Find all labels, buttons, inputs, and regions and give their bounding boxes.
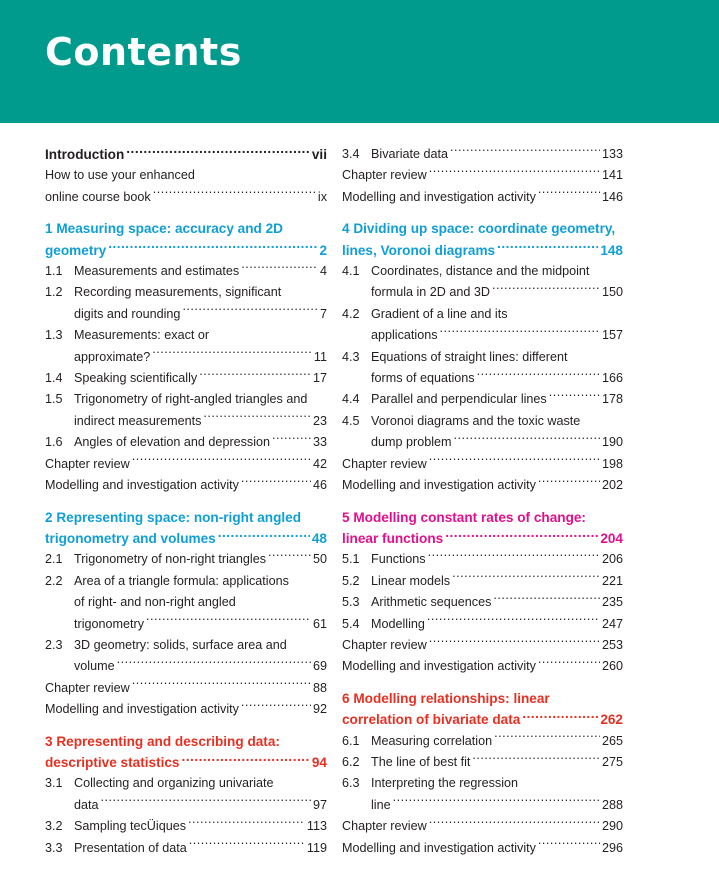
- toc-entry-4-3-cont[interactable]: forms of equations ..... 166: [342, 368, 623, 389]
- toc-entry-introduction[interactable]: Introduction ..... vii: [45, 144, 327, 165]
- toc-entry-online-line1[interactable]: How to use your enhanced: [45, 168, 195, 183]
- toc-entry-3-1[interactable]: 3.1 Collecting and organizing univariate: [45, 776, 274, 791]
- toc-entry-ch5-review[interactable]: Chapter review ..... 253: [342, 635, 623, 656]
- toc-entry-2-3[interactable]: 2.3 3D geometry: solids, surface area and: [45, 637, 287, 652]
- toc-entry-1-6[interactable]: 1.6 Angles of elevation and depression ..... 33: [45, 432, 327, 453]
- toc-entry-1-5-cont[interactable]: indirect measurements ..... 23: [45, 411, 327, 432]
- chapter-4-heading[interactable]: 4 Dividing up space: coordinate geometry, lines, Voronoi diagrams ..... 148: [342, 218, 623, 261]
- toc-entry-ch1-review[interactable]: Chapter review ..... 42: [45, 454, 327, 475]
- toc-entry-2-3-cont[interactable]: volume ..... 69: [45, 656, 327, 677]
- toc-entry-2-2[interactable]: 2.2 Area of a triangle formula: applications: [45, 573, 289, 588]
- toc-entry-5-4[interactable]: 5.4 Modelling ..... 247: [342, 614, 623, 635]
- toc-entry-1-3[interactable]: 1.3 Measurements: exact or: [45, 328, 210, 343]
- chapter-6-heading[interactable]: 6 Modelling relationships: linear correlation of bivariate data ..... 262: [342, 688, 623, 731]
- toc-entry-6-3[interactable]: 6.3 Interpreting the regression: [342, 776, 519, 791]
- chapter-2-heading[interactable]: 2 Representing space: non-right angled trigonometry and volumes ..... 48: [45, 507, 327, 550]
- toc-entry-2-1[interactable]: 2.1 Trigonometry of non-right triangles ..... 50: [45, 549, 327, 570]
- toc-entry-online-course[interactable]: online course book ..... ix: [45, 187, 327, 208]
- toc-entry-1-3-cont[interactable]: approximate? ..... 11: [45, 347, 327, 368]
- toc-entry-ch3-review[interactable]: Chapter review ..... 141: [342, 165, 623, 186]
- toc-left-column: [45, 144, 327, 859]
- toc-entry-1-2-cont[interactable]: digits and rounding ..... 7: [45, 304, 327, 325]
- toc-entry-ch1-modelling[interactable]: Modelling and investigation activity ..... 46: [45, 475, 327, 496]
- chapter-3-heading[interactable]: 3 Representing and describing data: descriptive statistics ..... 94: [45, 731, 327, 774]
- toc-entry-6-1[interactable]: 6.1 Measuring correlation ..... 265: [342, 731, 623, 752]
- toc-right-column: [342, 144, 623, 859]
- toc-entry-6-2[interactable]: 6.2 The line of best fit ..... 275: [342, 752, 623, 773]
- chapter-5-heading[interactable]: 5 Modelling constant rates of change: linear functions ..... 204: [342, 507, 623, 550]
- toc-entry-3-2[interactable]: 3.2 Sampling tecÜiques ..... 113: [45, 816, 327, 837]
- toc-entry-3-3[interactable]: 3.3 Presentation of data ..... 119: [45, 838, 327, 859]
- toc-entry-4-2[interactable]: 4.2 Gradient of a line and its: [342, 306, 508, 321]
- toc-entry-3-4[interactable]: 3.4 Bivariate data ..... 133: [342, 144, 623, 165]
- toc-entry-ch4-review[interactable]: Chapter review ..... 198: [342, 454, 623, 475]
- toc-entry-1-2[interactable]: 1.2 Recording measurements, significant: [45, 285, 282, 300]
- toc-entry-4-2-cont[interactable]: applications ..... 157: [342, 325, 623, 346]
- toc-entry-4-1-cont[interactable]: formula in 2D and 3D ..... 150: [342, 282, 623, 303]
- toc-entry-ch5-modelling[interactable]: Modelling and investigation activity ..... 260: [342, 656, 623, 677]
- toc-entry-1-1[interactable]: 1.1 Measurements and estimates ..... 4: [45, 261, 327, 282]
- page-title: Contents: [45, 30, 242, 74]
- toc-entry-5-1[interactable]: 5.1 Functions ..... 206: [342, 549, 623, 570]
- toc-entry-ch2-modelling[interactable]: Modelling and investigation activity ..... 92: [45, 699, 327, 720]
- toc-entry-4-1[interactable]: 4.1 Coordinates, distance and the midpoint: [342, 264, 590, 279]
- toc-entry-ch6-modelling[interactable]: Modelling and investigation activity ..... 296: [342, 838, 623, 859]
- toc-entry-1-5[interactable]: 1.5 Trigonometry of right-angled triangles and: [45, 392, 308, 407]
- toc-entry-ch3-modelling[interactable]: Modelling and investigation activity ..... 146: [342, 187, 623, 208]
- toc-entry-5-2[interactable]: 5.2 Linear models ..... 221: [342, 571, 623, 592]
- toc-entry-4-5[interactable]: 4.5 Voronoi diagrams and the toxic waste: [342, 413, 581, 428]
- toc-entry-4-4[interactable]: 4.4 Parallel and perpendicular lines ..... 178: [342, 389, 623, 410]
- toc-entry-4-3[interactable]: 4.3 Equations of straight lines: different: [342, 349, 568, 364]
- toc-entry-2-2-cont1[interactable]: of right- and non-right angled: [74, 595, 236, 610]
- toc-entry-ch4-modelling[interactable]: Modelling and investigation activity ..... 202: [342, 475, 623, 496]
- toc-entry-4-5-cont[interactable]: dump problem ..... 190: [342, 432, 623, 453]
- toc-entry-6-3-cont[interactable]: line ..... 288: [342, 795, 623, 816]
- toc-entry-1-4[interactable]: 1.4 Speaking scientifically ..... 17: [45, 368, 327, 389]
- toc-entry-ch6-review[interactable]: Chapter review ..... 290: [342, 816, 623, 837]
- toc-entry-2-2-cont2[interactable]: trigonometry ..... 61: [45, 614, 327, 635]
- toc-entry-ch2-review[interactable]: Chapter review ..... 88: [45, 678, 327, 699]
- toc-entry-3-1-cont[interactable]: data ..... 97: [45, 795, 327, 816]
- chapter-1-heading[interactable]: 1 Measuring space: accuracy and 2D geometry ..... 2: [45, 218, 327, 261]
- header-banner: [0, 0, 719, 123]
- toc-entry-5-3[interactable]: 5.3 Arithmetic sequences ..... 235: [342, 592, 623, 613]
